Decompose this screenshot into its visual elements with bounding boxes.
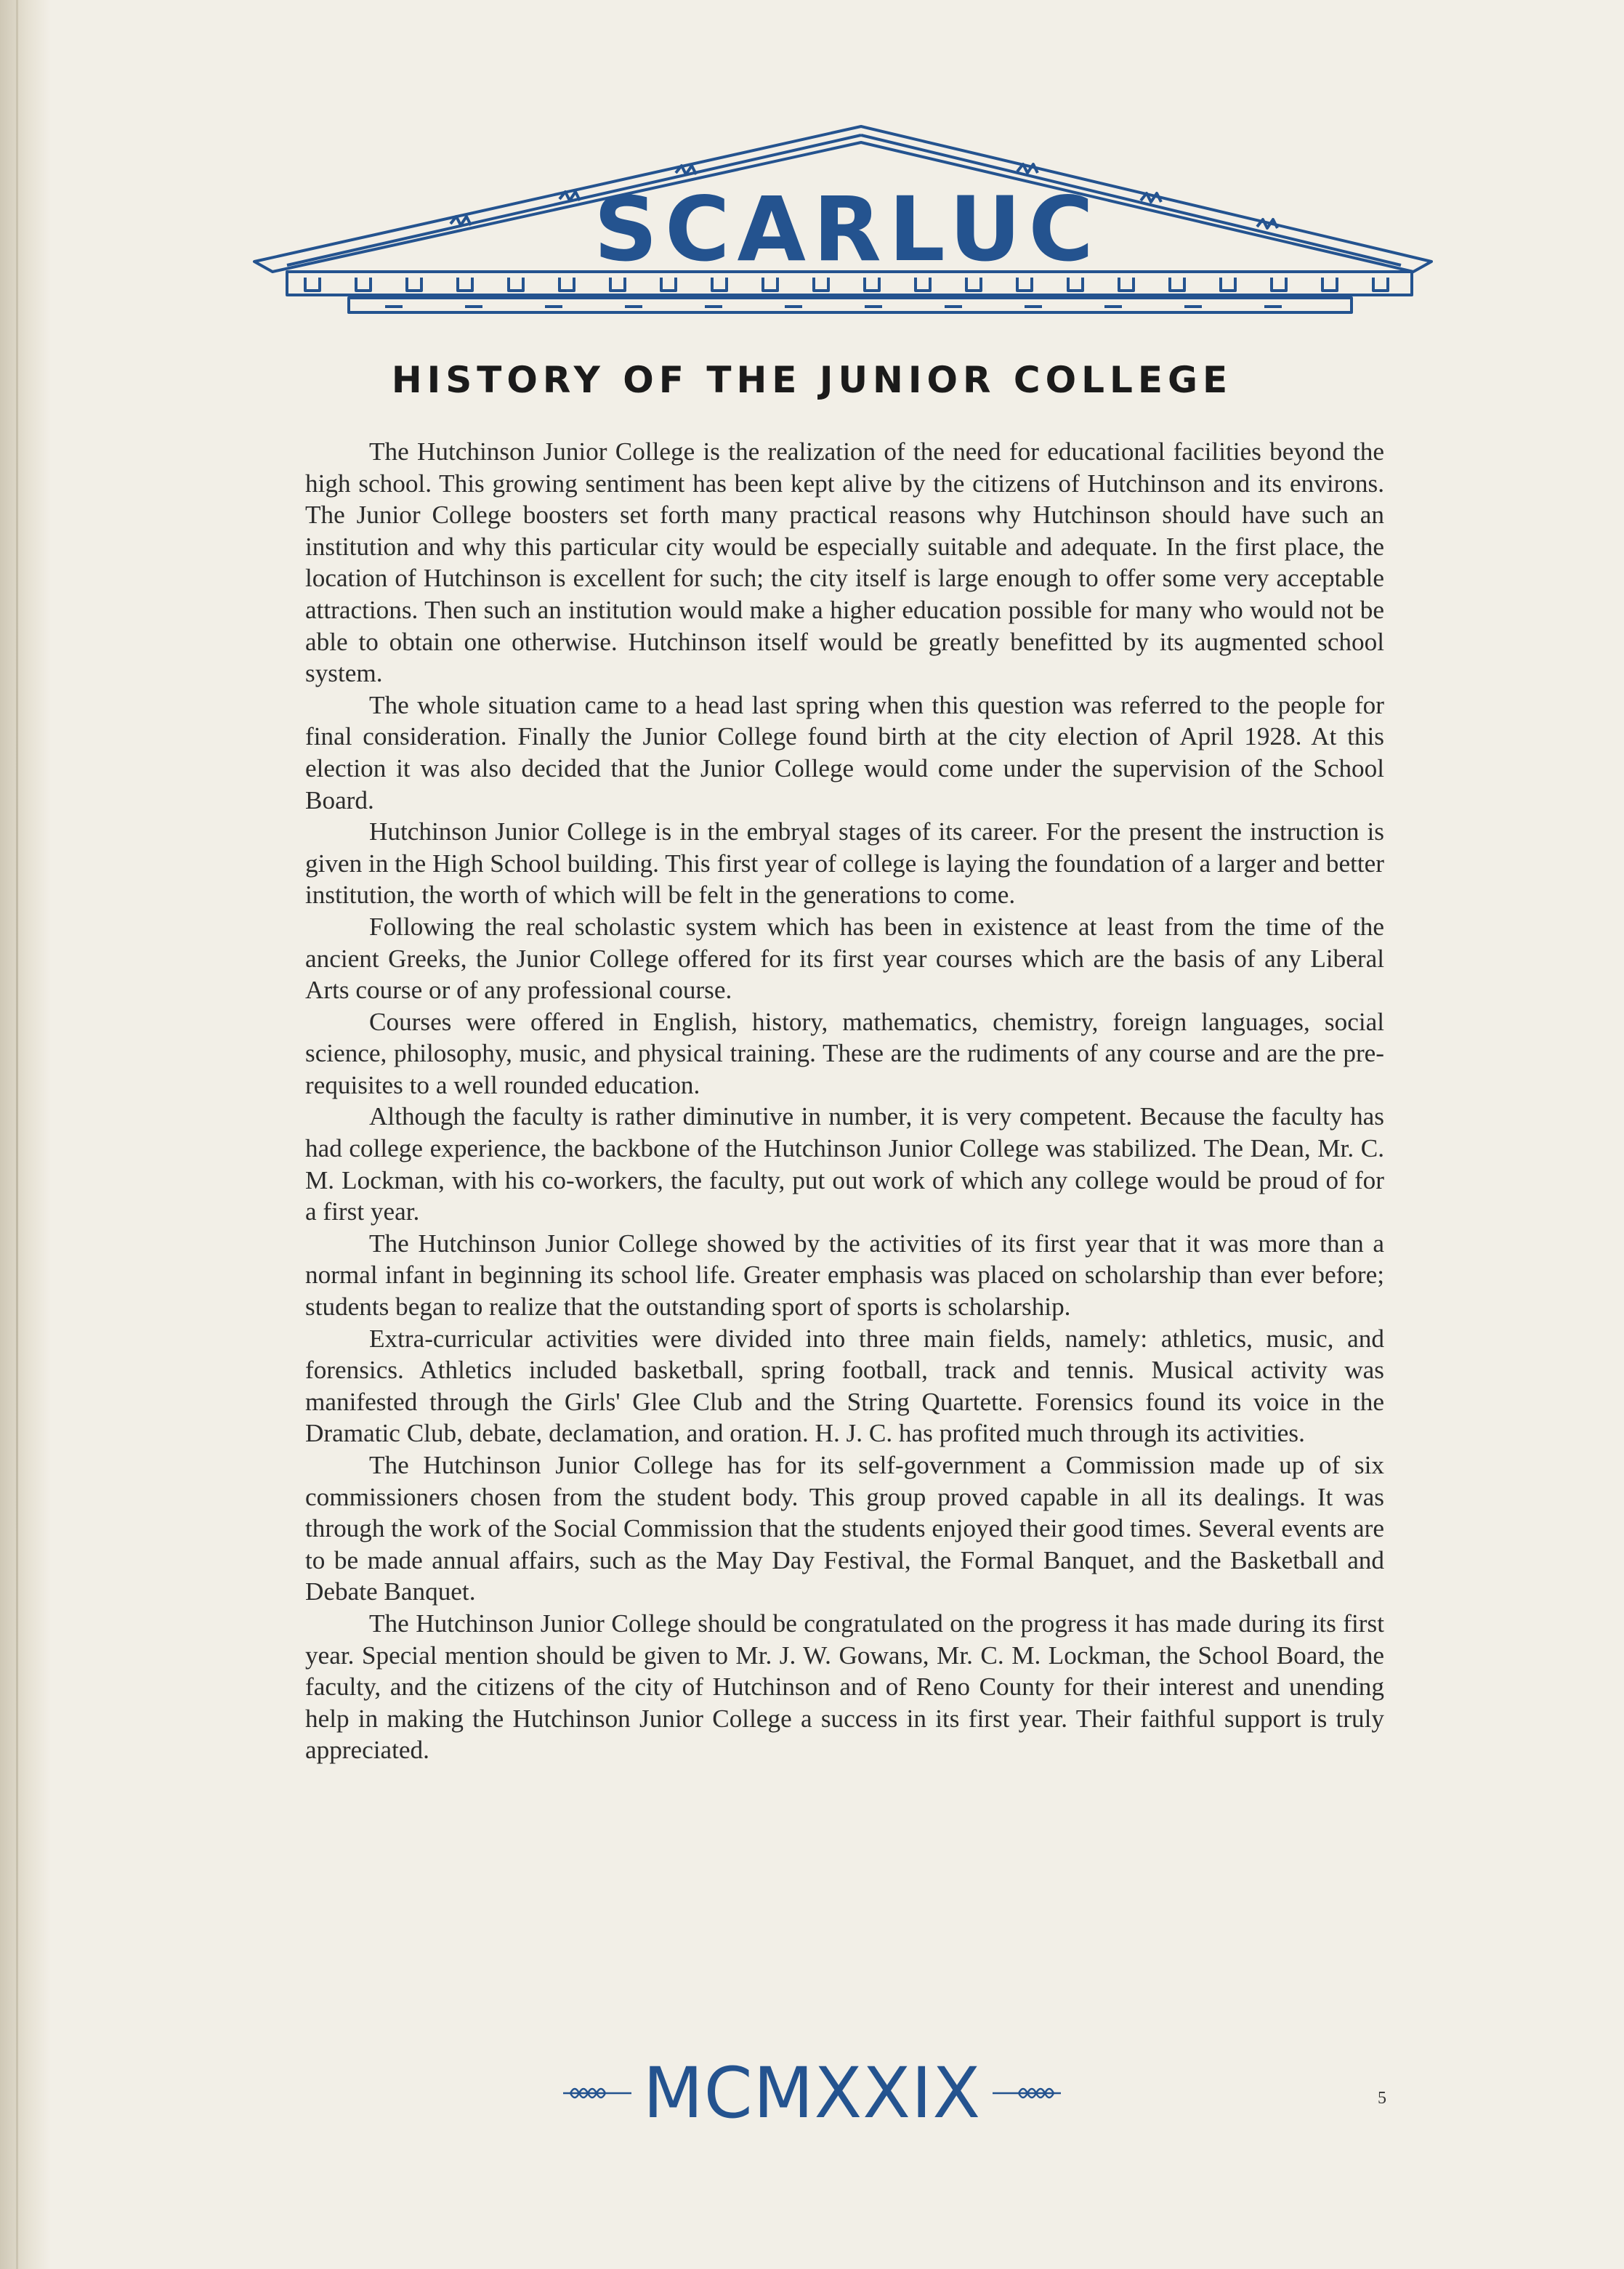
article-paragraph: Although the faculty is rather diminutive in number, it is very competent. Because the faculty has had college experience, the backbone of the Hutchinson Junior College was stabilized. The Dean, Mr. C. M. Lockman, with his co-workers, the faculty, put out work of which any college would be proud of for a first year. xyxy=(305,1102,1384,1226)
article-heading: HISTORY OF THE JUNIOR COLLEGE xyxy=(391,359,1233,401)
article-paragraph: The Hutchinson Junior College should be congratulated on the progress it has made during its first year. Special mention should be given to Mr. J. W. Gowans, Mr. C. M. Lockman, the School Board, the faculty, and the citizens of the city of Hutchinson and of Reno County for their interest and unending help in making the Hutchinson Junior College a success in its first year. Their faithful support is truly appreciated. xyxy=(305,1609,1384,1765)
article-paragraph: Courses were offered in English, history, mathematics, chemistry, foreign languages, social science, philosophy, music, and physical training. These are the rudiments of any course and are the pre-requisites to a well rounded education. xyxy=(305,1007,1384,1099)
article-paragraph: Hutchinson Junior College is in the embryal stages of its career. For the present the instruction is given in the High School building. This first year of college is laying the foundation of a larger and better institution, the worth of which will be felt in the generations to come. xyxy=(305,817,1384,910)
page-binding-shadow xyxy=(0,0,51,2269)
article-paragraph: Extra-curricular activities were divided into three main fields, namely: athletics, music, and forensics. Athletics included basketball, spring football, track and tennis. Musical activity was manifested through the Girls' Glee Club and the String Quartette. Forensics found its voice in the Dramatic Club, debate, declamation, and oration. H. J. C. has profited much through its activities. xyxy=(305,1324,1384,1448)
binding-edge xyxy=(16,0,18,2269)
masthead-title: SCARLUC xyxy=(594,178,1101,281)
greek-pediment-icon xyxy=(247,116,1439,338)
article-paragraph: The whole situation came to a head last spring when this question was referred to the people for final consideration. Finally the Junior College found birth at the city election of April 1928. At this election it was also decided that the Junior College would come under the supervision of the School Board. xyxy=(305,690,1384,814)
article-paragraph: Following the real scholastic system which has been in existence at least from the time of the ancient Greeks, the Junior College offered for its first year courses which are the basis of any Liberal Arts course or of any professional course. xyxy=(305,912,1384,1005)
article-paragraph: The Hutchinson Junior College has for its self-government a Commission made up of six commissioners chosen from the student body. This group proved capable in all its dealings. It was through the work of the Social Commission that the students enjoyed their good times. Several events are to be made annual affairs, such as the May Day Festival, the Formal Banquet, and the Basketball and Debate Banquet. xyxy=(305,1451,1384,1606)
article-body xyxy=(305,436,1384,1766)
page-number: 5 xyxy=(1378,2089,1386,2108)
laurel-sprig-icon xyxy=(560,2080,634,2106)
article-paragraph: The Hutchinson Junior College is the realization of the need for educational facilities beyond the high school. This growing sentiment has been kept alive by the citizens of Hutchinson and its environs. The Junior College boosters set forth many practical reasons why Hutchinson should have such an institution and why this particular city would be especially suitable and adequate. In the first place, the location of Hutchinson is excellent for such; the city itself is large enough to offer some very acceptable attractions. Then such an institution would make a higher education possible for many who would not be able to obtain one otherwise. Hutchinson itself would be greatly benefitted by its augmented school system. xyxy=(305,437,1384,688)
footer-year: MCMXXIX xyxy=(642,2052,982,2134)
article-paragraph: The Hutchinson Junior College showed by the activities of its first year that it was more than a normal infant in beginning its school life. Greater emphasis was placed on scholarship than ever before; students began to realize that the outstanding sport of sports is scholarship. xyxy=(305,1229,1384,1322)
laurel-sprig-icon xyxy=(990,2080,1064,2106)
masthead-banner xyxy=(247,116,1439,338)
